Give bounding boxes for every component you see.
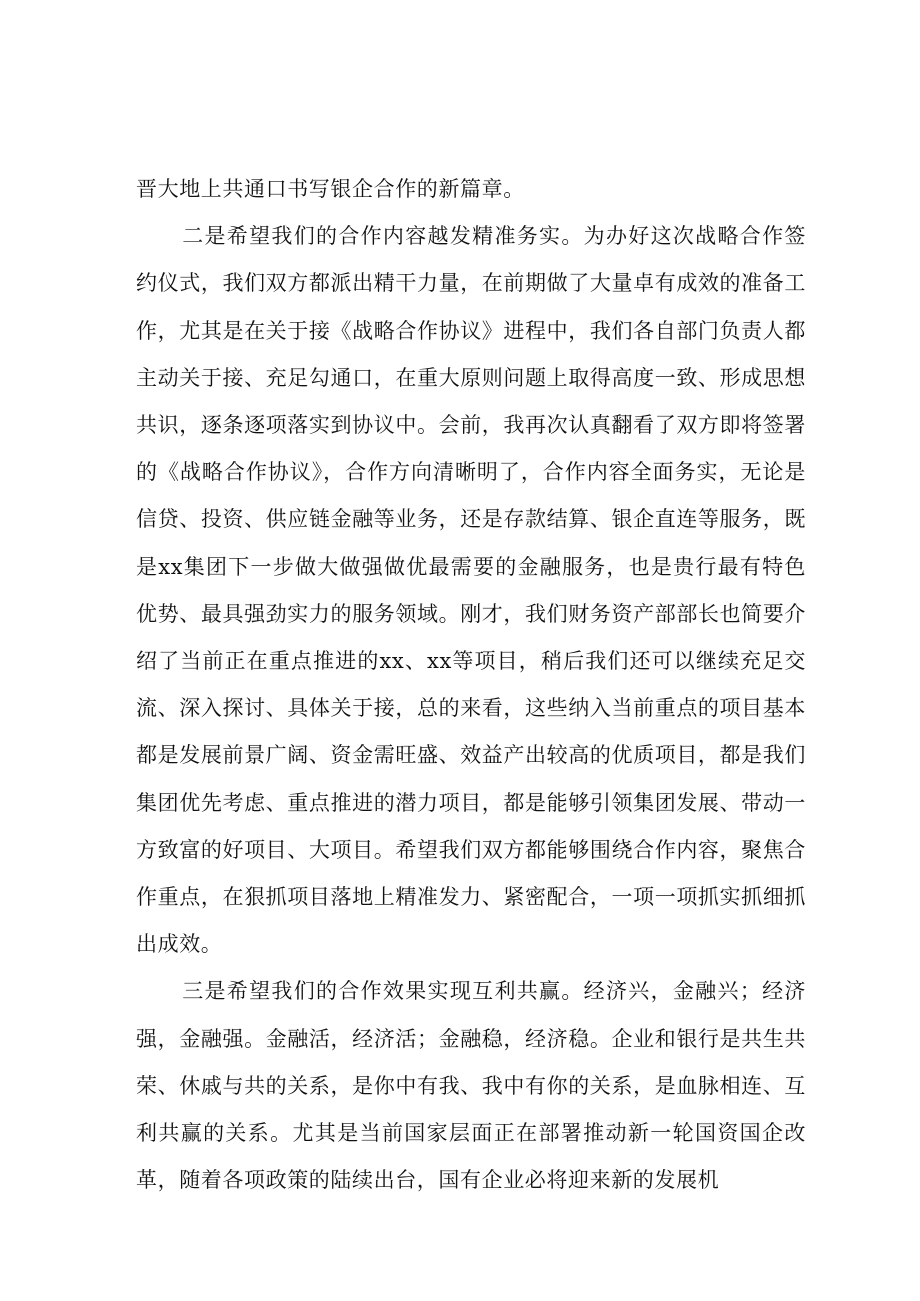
paragraph-point-three: 三是希望我们的合作效果实现互利共赢。经济兴，金融兴；经济强，金融强。金融活，经济活；金融稳，经济稳。企业和银行是共生共荣、休戚与共的关系，是你中有我、我中有你的关系，是血脉相连、互利共赢的关系。尤其是当前国家层面正在部署推动新一轮国资国企改革，随着各项政策的陆续出台，国有企业必将迎来新的发展机 bbox=[136, 979, 806, 1193]
paragraph-point-two: 二是希望我们的合作内容越发精准务实。为办好这次战略合作签约仪式，我们双方都派出精干力量，在前期做了大量卓有成效的准备工作，尤其是在关于接《战略合作协议》进程中，我们各自部门负责人都主动关于接、充足勾通口，在重大原则问题上取得高度一致、形成思想共识，逐条逐项落实到协议中。会前，我再次认真翻看了双方即将签署的《战略合作协议》，合作方向清晰明了，合作内容全面务实，无论是信贷、投资、供应链金融等业务，还是存款结算、银企直连等服务，既是xx集团下一步做大做强做优最需要的金融服务，也是贵行最有特色优势、最具强劲实力的服务领域。刚才，我们财务资产部部长也简要介绍了当前正在重点推进的xx、xx等项目，稍后我们还可以继续充足交流、深入探讨、具体关于接，总的来看，这些纳入当前重点的项目基本都是发展前景广阔、资金需旺盛、效益产出较高的优质项目，都是我们集团优先考虑、重点推进的潜力项目，都是能够引领集团发展、带动一方致富的好项目、大项目。希望我们双方都能够围绕合作内容，聚焦合作重点，在狠抓项目落地上精准发力、紧密配合，一项一项抓实抓细抓出成效。 bbox=[136, 224, 806, 957]
paragraph-continuation: 晋大地上共通口书写银企合作的新篇章。 bbox=[136, 177, 525, 201]
document-body bbox=[136, 166, 806, 1204]
